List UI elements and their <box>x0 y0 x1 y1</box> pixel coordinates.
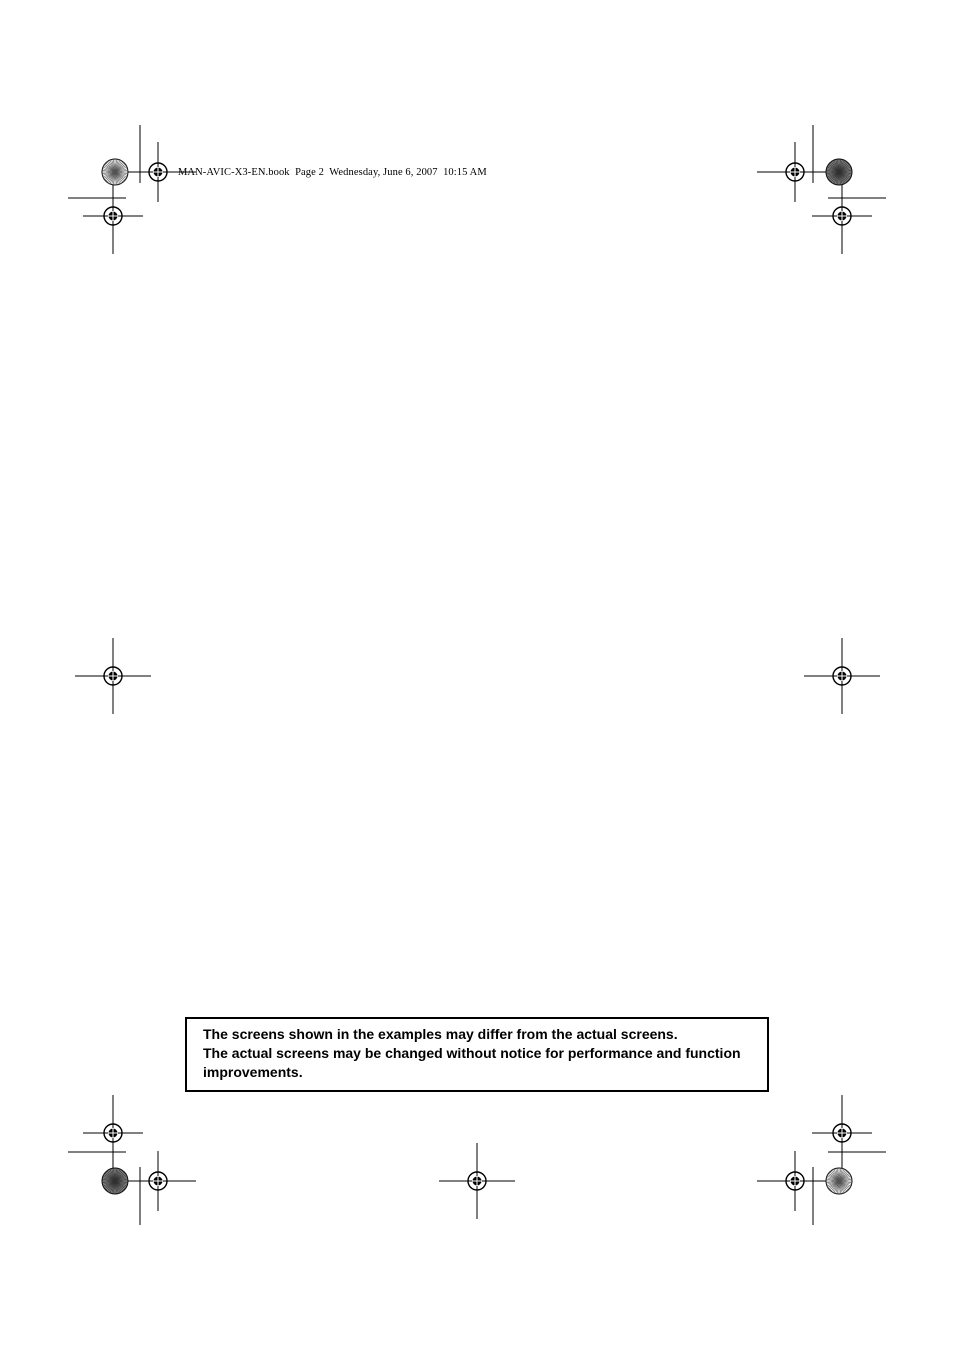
crosshair-registration-icon <box>83 178 143 254</box>
print-slug-header: MAN-AVIC-X3-EN.book Page 2 Wednesday, June 6, 2007 10:15 AM <box>178 167 487 178</box>
crosshair-registration-icon <box>120 1151 196 1211</box>
crosshair-registration-icon <box>83 1095 143 1171</box>
starburst-target-icon <box>102 1168 128 1194</box>
crosshair-registration-icon <box>120 142 196 202</box>
crosshair-registration-icon <box>804 638 880 714</box>
starburst-target-icon <box>102 159 128 185</box>
starburst-target-icon <box>826 1168 852 1194</box>
starburst-target-icon <box>826 159 852 185</box>
crosshair-registration-icon <box>812 1095 872 1171</box>
crosshair-registration-icon <box>439 1143 515 1219</box>
crosshair-registration-icon <box>757 1151 833 1211</box>
notice-line-2: The actual screens may be changed without notice for performance and function improvements. <box>203 1045 741 1080</box>
crop-lines <box>68 125 886 1225</box>
crosshair-registration-icon <box>75 638 151 714</box>
crosshair-registration-icon <box>812 178 872 254</box>
notice-line-1: The screens shown in the examples may differ from the actual screens. <box>203 1026 678 1042</box>
crosshair-registration-icon <box>757 142 833 202</box>
starburst-targets <box>102 159 852 1194</box>
registration-marks <box>75 142 880 1219</box>
